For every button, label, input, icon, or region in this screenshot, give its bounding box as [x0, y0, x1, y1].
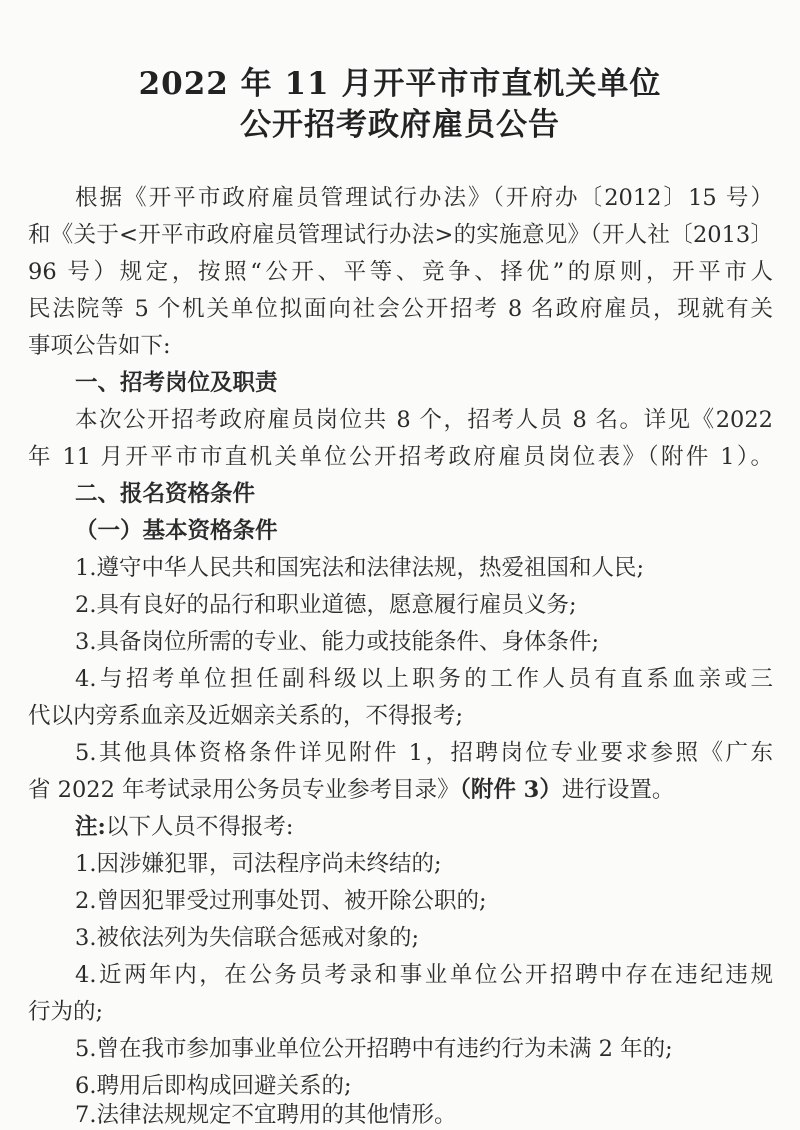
- list-item: 6.聘用后即构成回避关系的;: [75, 1073, 352, 1099]
- list-item: 1.因涉嫌犯罪，司法程序尚未终结的;: [75, 851, 442, 877]
- list-item: 2.曾因犯罪受过刑事处罚、被开除公职的;: [75, 888, 487, 914]
- list-item: 2.具有良好的品行和职业道德，愿意履行雇员义务;: [75, 592, 577, 618]
- document-title-line-1: 2022 年 11 月开平市市直机关单位: [138, 66, 662, 102]
- document-title-line-2: 公开招考政府雇员公告: [240, 107, 560, 143]
- list-item: 5.其他具体资格条件详见附件 1，招聘岗位专业要求参照《广东: [75, 740, 773, 766]
- paragraph-line: 96 号）规定，按照“公开、平等、竞争、择优”的原则，开平市人: [28, 259, 773, 285]
- note-line: [75, 812, 293, 842]
- list-item: 3.被依法列为失信联合惩戒对象的;: [75, 925, 420, 951]
- paragraph-line: 和《关于<开平市政府雇员管理试行办法>的实施意见》（开人社〔2013〕: [28, 222, 773, 248]
- list-item: 行为的;: [28, 999, 104, 1025]
- paragraph-line: 根据《开平市政府雇员管理试行办法》（开府办〔2012〕15 号）: [75, 185, 773, 211]
- list-item: 1.遵守中华人民共和国宪法和法律法规，热爱祖国和人民;: [75, 555, 645, 581]
- paragraph-line: 本次公开招考政府雇员岗位共 8 个，招考人员 8 名。详见《2022: [75, 407, 773, 433]
- paragraph-line: 事项公告如下:: [28, 333, 171, 359]
- paragraph-line: 民法院等 5 个机关单位拟面向社会公开招考 8 名政府雇员，现就有关: [28, 296, 773, 322]
- list-item: 4.近两年内，在公务员考录和事业单位公开招聘中存在违纪违规: [75, 962, 773, 988]
- attachment-reference: （附件 3）: [459, 777, 562, 803]
- list-item-text: 进行设置。: [561, 777, 675, 803]
- list-item: 代以内旁系血亲及近姻亲关系的，不得报考;: [28, 703, 464, 729]
- list-item: 4.与招考单位担任副科级以上职务的工作人员有直系血亲或三: [75, 666, 773, 692]
- list-item: 5.曾在我市参加事业单位公开招聘中有违约行为未满 2 年的;: [75, 1036, 673, 1062]
- section-heading: 二、报名资格条件: [75, 481, 256, 507]
- section-heading: 一、招考岗位及职责: [75, 370, 278, 396]
- subsection-heading: （一）基本资格条件: [75, 518, 278, 544]
- paragraph-line: 年 11 月开平市市直机关单位公开招考政府雇员岗位表》（附件 1）。: [28, 444, 773, 470]
- list-item: [28, 775, 674, 805]
- list-item-text: 省 2022 年考试录用公务员专业参考目录》: [28, 777, 460, 803]
- list-item: 3.具备岗位所需的专业、能力或技能条件、身体条件;: [75, 629, 600, 655]
- list-item: 7.法律法规规定不宜聘用的其他情形。: [75, 1102, 457, 1128]
- note-text: 以下人员不得报考:: [105, 814, 294, 840]
- note-label: 注:: [75, 814, 106, 840]
